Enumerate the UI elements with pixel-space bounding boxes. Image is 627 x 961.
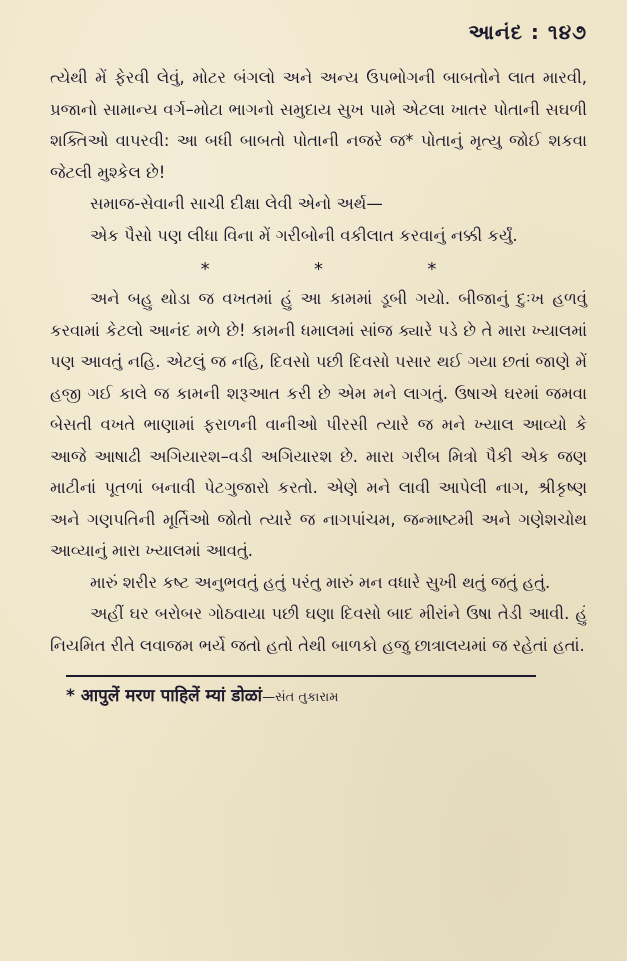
footnote-source: —સંત તુકારામ — [262, 690, 339, 705]
paragraph-6: અહીં ઘર બરોબર ગોઠવાયા પછી ઘણા દિવસો બાદ મીરાંને ઉષા તેડી આવી. હું નિયમિત રીતે લવાજમ ભર્યે જતો હતો તેથી બાળકો હજુ છાત્રાલયમાં જ રહેતાં હતાં. — [50, 604, 587, 655]
paragraph-2: સમાજ-સેવાની સાચી દીક્ષા લેવી એનો અર્થ— — [90, 194, 383, 213]
paragraph-3: એક પૈસો પણ લીધા વિના મેં ગરીબોની વકીલાત કરવાનું નક્કી કર્યું. — [90, 225, 518, 245]
footnote-text: * आपुलें मरण पाहिलें म्यां डोळां — [66, 686, 263, 706]
footnote — [66, 683, 587, 711]
running-header: આનંદ : ૧૪૭ — [468, 20, 587, 44]
paragraph-4: અને બહુ થોડા જ વખતમાં હું આ કામમાં ડૂબી ગયો. બીજાનું દુઃખ હળવું કરવામાં કેટલો આનંદ મળે છે! કામની ધમાલમાં સાંજ ક્યારે પડે છે તે મારા ખ્યાલમાં પણ આવતું નહિ. એટલું જ નહિ, દિવસો પછી દિવસો પસાર થઈ ગયા છતાં જાણે મેં હજી ગઈ કાલે જ કામની શરૂઆત કરી છે એમ મને લાગતું. ઉષાએ ઘરમાં જમવા બેસતી વખતે ભાણામાં ફરાળની વાનીઓ પીરસી ત્યારે જ મને ખ્યાલ આવ્યો કે આજે આષાઢી અગિયારશ–વડી અગિયારશ છે. મારા ગરીબ મિત્રો પૈકી એક જણ માટીનાં પૂતળાં બનાવી પેટગુજારો કરતો. એણે મને લાવી આપેલી નાગ, શ્રીકૃષ્ણ અને ગણપતિની મૂર્તિઓ જોતો ત્યારે જ નાગપાંચમ, જન્માષ્ટમી અને ગણેશચોથ આવ્યાનું મારા ખ્યાલમાં આવતું. — [50, 289, 587, 560]
paragraph-5: મારું શરીર કષ્ટ અનુભવતું હતું પરંતુ મારું મન વધારે સુખી થતું જતું હતું. — [90, 572, 551, 592]
footnote-rule — [66, 675, 536, 677]
section-separator — [149, 257, 489, 283]
separator-star: * — [200, 259, 210, 280]
paragraph-1: ત્યેથી મેં ફેરવી લેવું, મોટર બંગલો અને અન્ય ઉપભોગની બાબતોને લાત મારવી, પ્રજાનો સામાન્ય વર્ગ–મોટા ભાગનો સમુદાય સુખ પામે એટલા ખાતર પોતાની સઘળી શક્તિઓ વાપરવી: આ બધી બાબતો પોતાની નજરે જ* પોતાનું મૃત્યુ જોઈ શકવા જેટલી મુશ્કેલ છે! — [50, 68, 587, 182]
separator-star: * — [427, 259, 437, 280]
separator-star: * — [313, 259, 323, 280]
